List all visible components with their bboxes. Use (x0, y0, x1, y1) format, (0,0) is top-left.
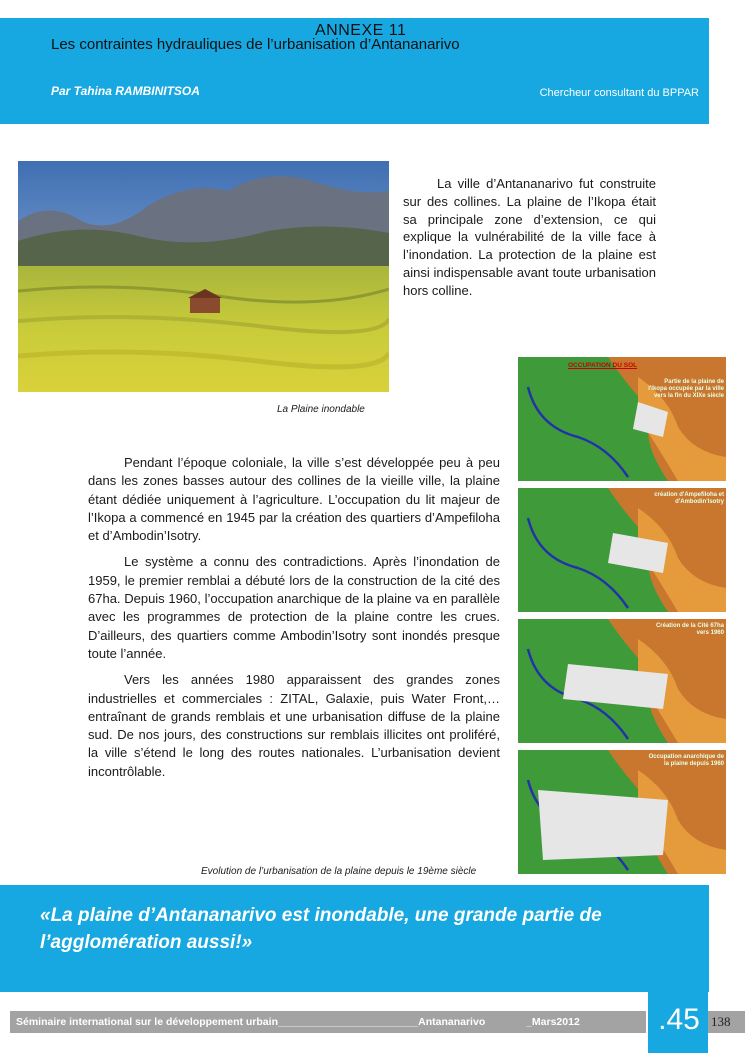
land-use-maps (518, 357, 726, 881)
page-number: .45 (658, 1003, 700, 1036)
photo-caption: La Plaine inondable (277, 404, 365, 415)
annexe-label: ANNEXE 11 (315, 22, 407, 39)
map-panel-3 (518, 619, 726, 743)
map-label-2: création d'Ampefiloha et d'Ambodin'Isotry (654, 492, 724, 505)
pull-quote: «La plaine d’Antananarivo est inondable, une grande partie de l’agglomération aussi!» (40, 905, 602, 953)
map-panel-4 (518, 750, 726, 874)
body-paragraph-2: Le système a connu des contradictions. Après l’inondation de 1959, le premier remblai a débuté lors de la construction de la cité des 67ha. Depuis 1960, l’occupation anarchique de la plaine va en parallèle avec les programmes de protection de la plaine contre les crues. D’ailleurs, des quartiers comme Ambodin’Isotry sont inondés presque toute l’année. (88, 554, 500, 661)
maps-title: OCCUPATION DU SOL (568, 362, 638, 369)
map-panel-1 (518, 357, 726, 481)
document-title: Les contraintes hydrauliques de l’urbanisation d’Antananarivo (51, 36, 460, 53)
body-paragraph-3: Vers les années 1980 apparaissent des grandes zones industrielles et commerciales : ZITAL, Galaxie, puis Water Front,… entraînant de grands remblais et une urbanisation diffuse de la plaine sud. De nos jours, des constructions sur remblais illicites ont proliféré, la ville s’étend le long des routes nationales. L’urbanisation devient incontrôlable. (88, 672, 500, 779)
map-label-3: Création de la Cité 67ha vers 1960 (655, 623, 724, 636)
author-affiliation: Chercheur consultant du BPPAR (539, 87, 699, 99)
intro-paragraph (403, 175, 656, 300)
author: Par Tahina RAMBINITSOA (51, 84, 200, 98)
map-label-4: Occupation anarchique de la plaine depuis 1960 (648, 754, 724, 767)
floodplain-photo (18, 161, 389, 392)
maps-caption: Evolution de l’urbanisation de la plaine depuis le 19ème siècle (201, 866, 477, 877)
intro-text: La ville d’Antananarivo fut construite sur des collines. La plaine de l’Ikopa était sa principale zone d’extension, ce qui explique la vulnérabilité de la ville face à l’inondation. La protection de la plaine est ainsi indispensable avant toute urbanisation hors colline. (403, 176, 656, 298)
body-paragraph-1: Pendant l’époque coloniale, la ville s’est développée peu à peu dans les zones basses autour des collines de la vieille ville, la plaine étant dédiée uniquement à l’agriculture. L’occupation du lit majeur de l’Ikopa a commencé en 1945 par la création des quartiers d’Ampefiloha et d’Ambodin’Isotry. (88, 455, 500, 544)
footer-text: Séminaire international sur le développement urbain________________________Antananarivo _Mars2012 (16, 1016, 580, 1028)
map-panel-2 (518, 488, 726, 612)
page-number-secondary: 138 (711, 1014, 731, 1029)
map-label-1: Partie de la plaine de l'Ikopa occupée par la ville vers la fin du XIXe siècle (648, 379, 724, 399)
body-text (88, 454, 500, 789)
